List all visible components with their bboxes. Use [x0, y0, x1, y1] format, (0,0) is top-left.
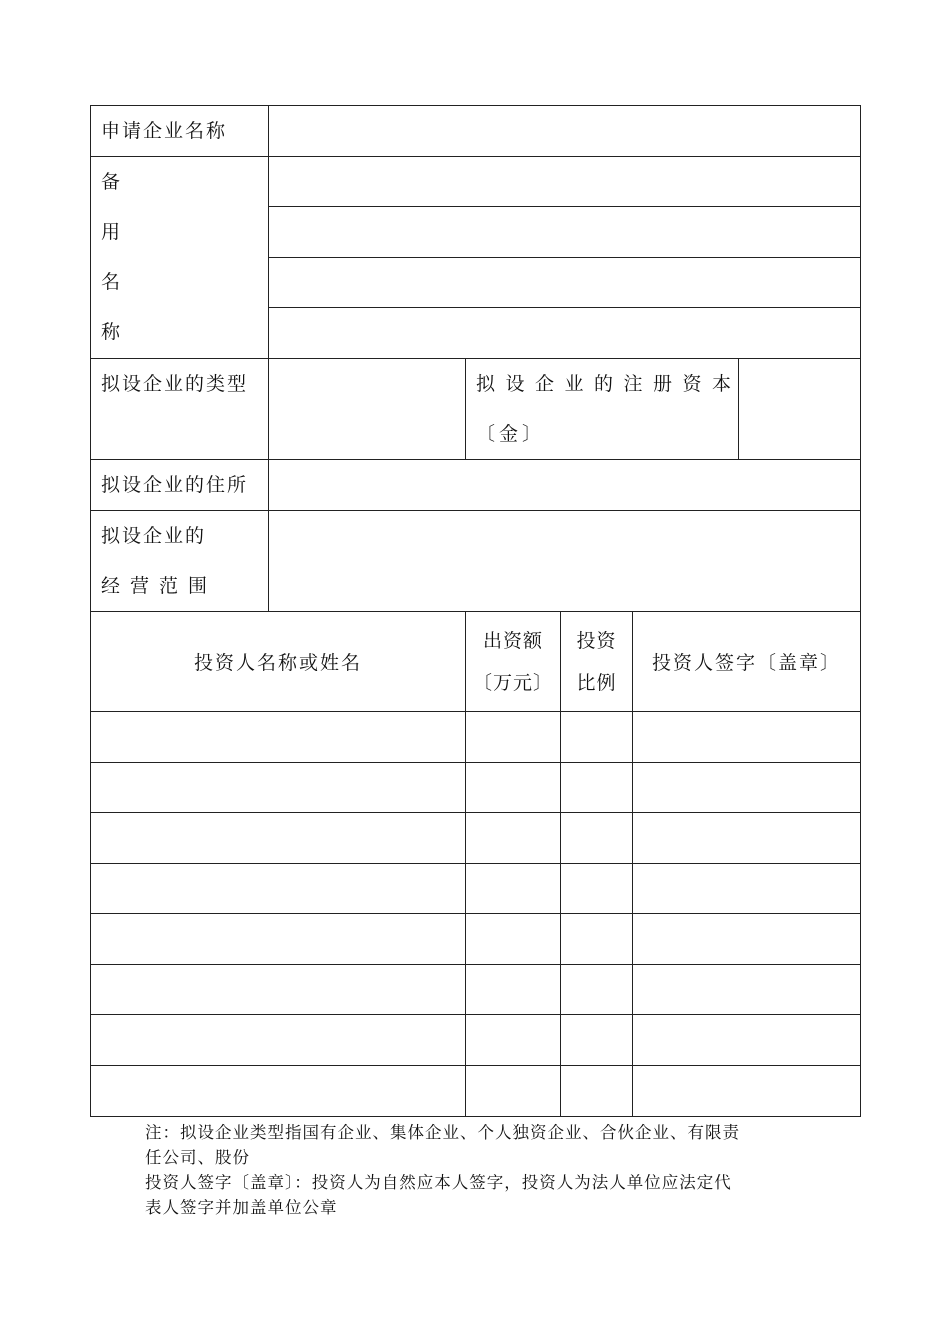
investor-name-cell[interactable] — [91, 712, 466, 763]
investor-row — [91, 712, 861, 763]
investment-ratio-cell[interactable] — [561, 864, 633, 914]
backup-name-label-char-2: 用 — [101, 221, 121, 243]
applicant-name-label: 申请企业名称 — [91, 106, 269, 157]
investment-ratio-header — [561, 612, 633, 712]
contribution-amount-header-line1: 出资额 — [482, 629, 543, 652]
investor-row — [91, 813, 861, 864]
note-signature-line1: 投资人签字〔盖章〕：投资人为自然应本人签字，投资人为法人单位应法定代 — [145, 1173, 732, 1192]
investment-ratio-cell[interactable] — [561, 914, 633, 965]
applicant-name-row — [91, 106, 861, 157]
investment-ratio-cell[interactable] — [561, 965, 633, 1015]
investor-signature-header: 投资人签字〔盖章〕 — [633, 612, 861, 712]
investor-signature-cell[interactable] — [633, 1015, 861, 1066]
contribution-amount-cell[interactable] — [466, 914, 561, 965]
contribution-amount-header-line2: 〔万元〕 — [472, 671, 553, 694]
investor-name-cell[interactable] — [91, 1015, 466, 1066]
company-type-field[interactable] — [269, 359, 466, 460]
investor-signature-cell[interactable] — [633, 763, 861, 813]
company-type-label: 拟设企业的类型 — [91, 359, 269, 460]
investment-ratio-cell[interactable] — [561, 813, 633, 864]
investment-ratio-cell[interactable] — [561, 763, 633, 813]
investor-name-header: 投资人名称或姓名 — [91, 612, 466, 712]
business-scope-label — [91, 511, 269, 612]
contribution-amount-cell[interactable] — [466, 712, 561, 763]
contribution-amount-cell[interactable] — [466, 763, 561, 813]
business-scope-field[interactable] — [269, 511, 861, 612]
address-row — [91, 460, 861, 511]
contribution-amount-cell[interactable] — [466, 1015, 561, 1066]
investment-ratio-cell[interactable] — [561, 1066, 633, 1117]
investor-name-cell[interactable] — [91, 813, 466, 864]
investor-row — [91, 864, 861, 914]
investor-row — [91, 965, 861, 1015]
investor-signature-cell[interactable] — [633, 914, 861, 965]
contribution-amount-cell[interactable] — [466, 813, 561, 864]
business-scope-row — [91, 511, 861, 612]
investment-ratio-cell[interactable] — [561, 1015, 633, 1066]
investor-name-cell[interactable] — [91, 763, 466, 813]
backup-name-label-char-1: 备 — [101, 171, 121, 193]
enterprise-registration-form — [90, 105, 861, 1117]
investor-name-cell[interactable] — [91, 864, 466, 914]
business-scope-label-line1: 拟设企业的 — [101, 525, 207, 547]
investor-row — [91, 1066, 861, 1117]
contribution-amount-cell[interactable] — [466, 1066, 561, 1117]
registered-capital-label-line1: 拟设企业的注册资本 — [476, 373, 742, 395]
investor-row — [91, 763, 861, 813]
backup-name-label-char-3: 名 — [101, 271, 121, 293]
investor-signature-cell[interactable] — [633, 965, 861, 1015]
backup-name-field-2[interactable] — [269, 207, 861, 258]
backup-name-label-char-4: 称 — [101, 321, 121, 343]
registered-capital-label-line2: 〔金〕 — [476, 423, 546, 445]
investor-signature-cell[interactable] — [633, 864, 861, 914]
note-signature-line2: 表人签字并加盖单位公章 — [145, 1198, 338, 1217]
investor-signature-cell[interactable] — [633, 712, 861, 763]
investor-name-cell[interactable] — [91, 965, 466, 1015]
business-scope-label-line2: 经营范围 — [101, 575, 218, 597]
investment-ratio-cell[interactable] — [561, 712, 633, 763]
backup-name-label — [91, 157, 269, 359]
type-capital-row — [91, 359, 861, 460]
registered-capital-label — [466, 359, 742, 460]
backup-name-field-4[interactable] — [269, 308, 861, 359]
investor-row — [91, 1015, 861, 1066]
note-company-type-line1: 注：拟设企业类型指国有企业、集体企业、个人独资企业、合伙企业、有限责 — [145, 1123, 740, 1142]
investor-row — [91, 914, 861, 965]
contribution-amount-cell[interactable] — [466, 864, 561, 914]
backup-name-field-3[interactable] — [269, 258, 861, 308]
investor-signature-cell[interactable] — [633, 1066, 861, 1117]
note-company-type-line2: 任公司、股份 — [145, 1148, 250, 1167]
backup-name-field-1[interactable] — [269, 157, 861, 207]
address-label: 拟设企业的住所 — [91, 460, 269, 511]
investor-signature-cell[interactable] — [633, 813, 861, 864]
contribution-amount-cell[interactable] — [466, 965, 561, 1015]
applicant-name-field[interactable] — [269, 106, 861, 157]
registered-capital-field[interactable] — [739, 359, 861, 460]
contribution-amount-header — [466, 612, 561, 712]
address-field[interactable] — [269, 460, 861, 511]
backup-name-row-1 — [91, 157, 861, 207]
form-notes — [145, 1120, 815, 1220]
investment-ratio-header-line2: 比例 — [576, 671, 617, 694]
investor-name-cell[interactable] — [91, 1066, 466, 1117]
investor-header-row — [91, 612, 861, 712]
investment-ratio-header-line1: 投资 — [576, 629, 617, 652]
investor-name-cell[interactable] — [91, 914, 466, 965]
